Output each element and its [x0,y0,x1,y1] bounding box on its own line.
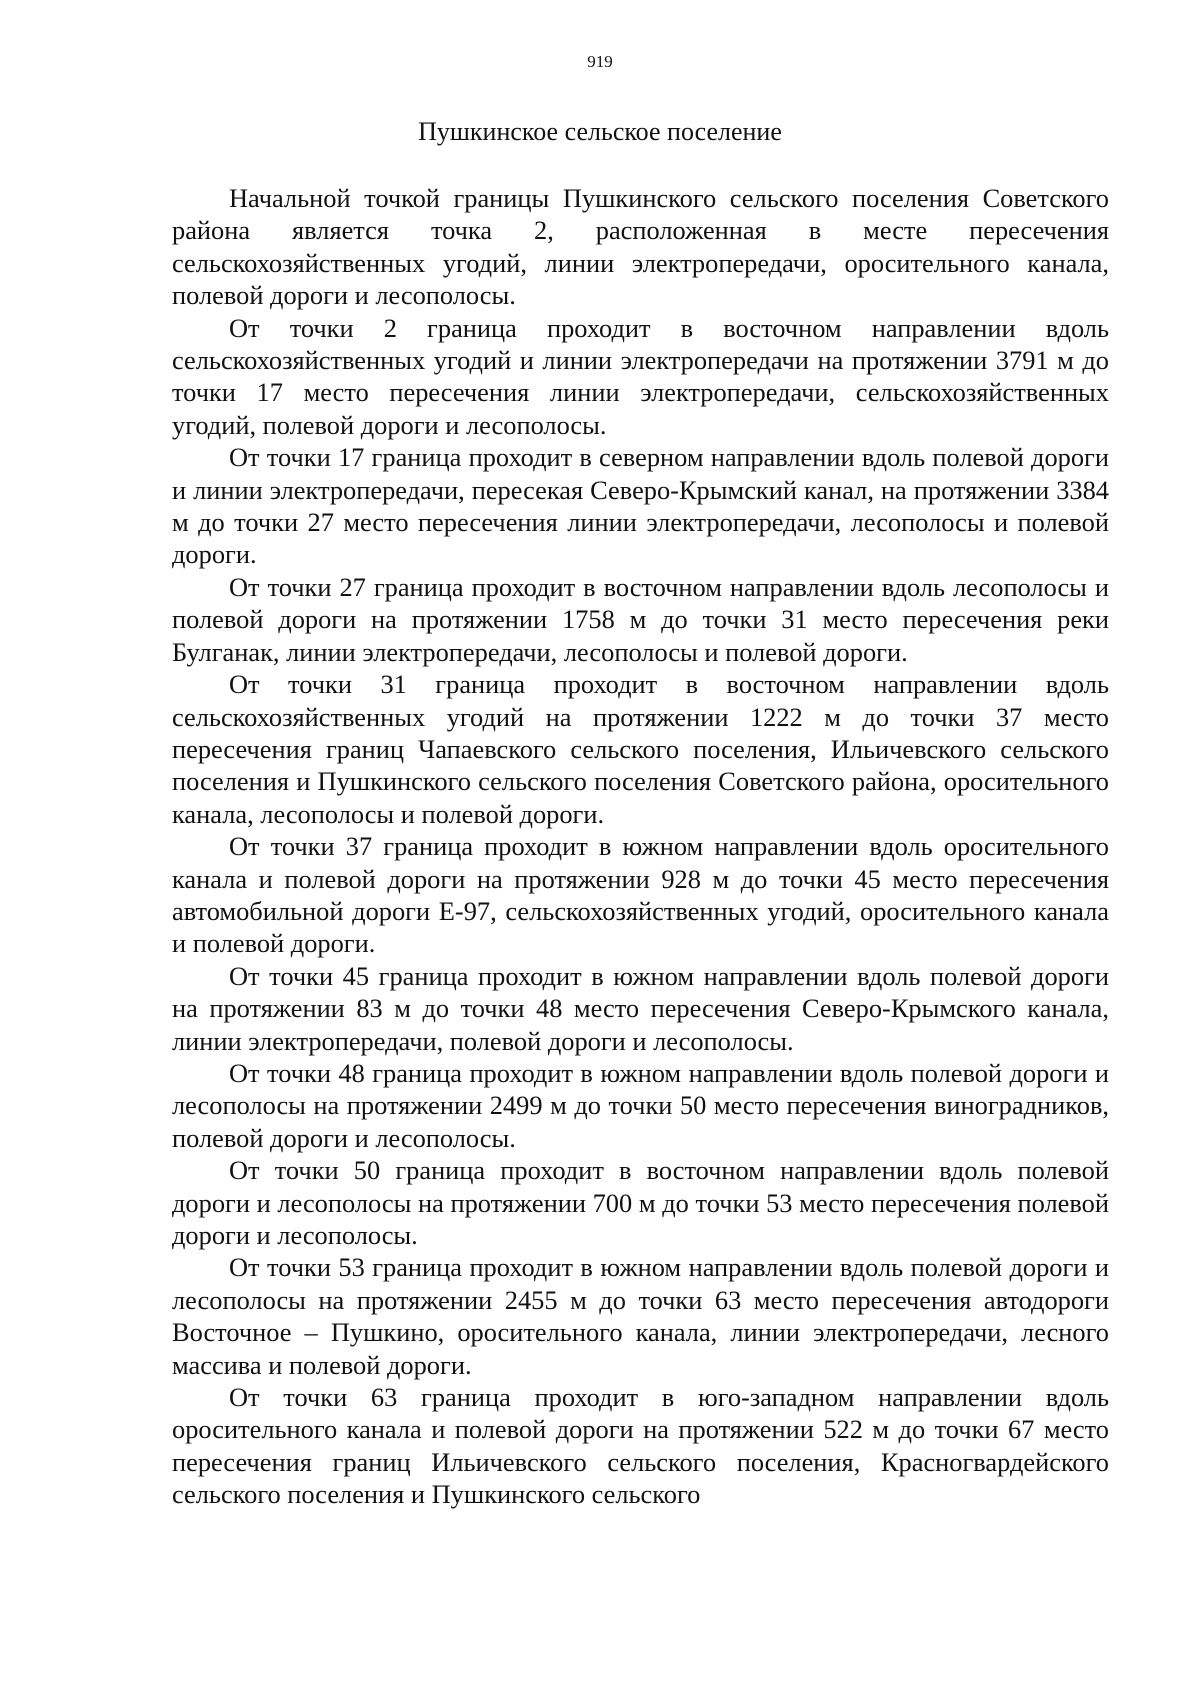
paragraph-point-37: От точки 37 граница проходит в южном направлении вдоль оросительного канала и полевой дороги на протяжении 928 м до точки 45 место пересечения автомобильной дороги Е-97, сельскохозяйственных угодий, оросительного канала и полевой дороги. [172,831,1109,959]
section-title: Пушкинское сельское поселение [418,117,782,146]
paragraph-point-45: От точки 45 граница проходит в южном направлении вдоль полевой дороги на протяжении 83 м до точки 48 место пересечения Северо-Крымского канала, линии электропередачи, полевой дороги и лесополосы. [172,960,1109,1056]
paragraph-point-2: От точки 2 граница проходит в восточном направлении вдоль сельскохозяйственных угодий и линии электропередачи на протяжении 3791 м до точки 17 место пересечения линии электропередачи, сельскохозяйственных угодий, полевой дороги и лесополосы. [172,312,1109,440]
paragraph-point-53: От точки 53 граница проходит в южном направлении вдоль полевой дороги и лесополосы на протяжении 2455 м до точки 63 место пересечения автодороги Восточное – Пушкино, оросительного канала, линии электропередачи, лесного массива и полевой дороги. [172,1252,1109,1380]
paragraph-point-63: От точки 63 граница проходит в юго-западном направлении вдоль оросительного канала и полевой дороги на протяжении 522 м до точки 67 место пересечения границ Ильичевского сельского поселения, Красногвардейского сельского поселения и Пушкинского сельского [172,1382,1109,1510]
paragraph-start-point: Начальной точкой границы Пушкинского сельского поселения Советского района является точка 2, расположенная в месте пересечения сельскохозяйственных угодий, линии электропередачи, оросительного канала, полевой дороги и лесополосы. [172,183,1109,311]
paragraph-point-27: От точки 27 граница проходит в восточном направлении вдоль лесополосы и полевой дороги на протяжении 1758 м до точки 31 место пересечения реки Булганак, линии электропередачи, лесополосы и полевой дороги. [172,571,1109,667]
paragraph-point-31: От точки 31 граница проходит в восточном направлении вдоль сельскохозяйственных угодий на протяжении 1222 м до точки 37 место пересечения границ Чапаевского сельского поселения, Ильичевского сельского поселения и Пушкинского сельского поселения Советского района, оросительного канала, лесополосы и полевой дороги. [172,669,1109,829]
paragraph-point-17: От точки 17 граница проходит в северном направлении вдоль полевой дороги и линии электропередачи, пересекая Северо-Крымский канал, на протяжении 3384 м до точки 27 место пересечения линии электропередачи, лесополосы и полевой дороги. [172,442,1109,570]
document-body [172,182,1109,1511]
paragraph-point-50: От точки 50 граница проходит в восточном направлении вдоль полевой дороги и лесополосы на протяжении 700 м до точки 53 место пересечения полевой дороги и лесополосы. [172,1155,1109,1250]
paragraph-point-48: От точки 48 граница проходит в южном направлении вдоль полевой дороги и лесополосы на протяжении 2499 м до точки 50 место пересечения виноградников, полевой дороги и лесополосы. [172,1057,1109,1153]
page-number: 919 [587,52,613,71]
